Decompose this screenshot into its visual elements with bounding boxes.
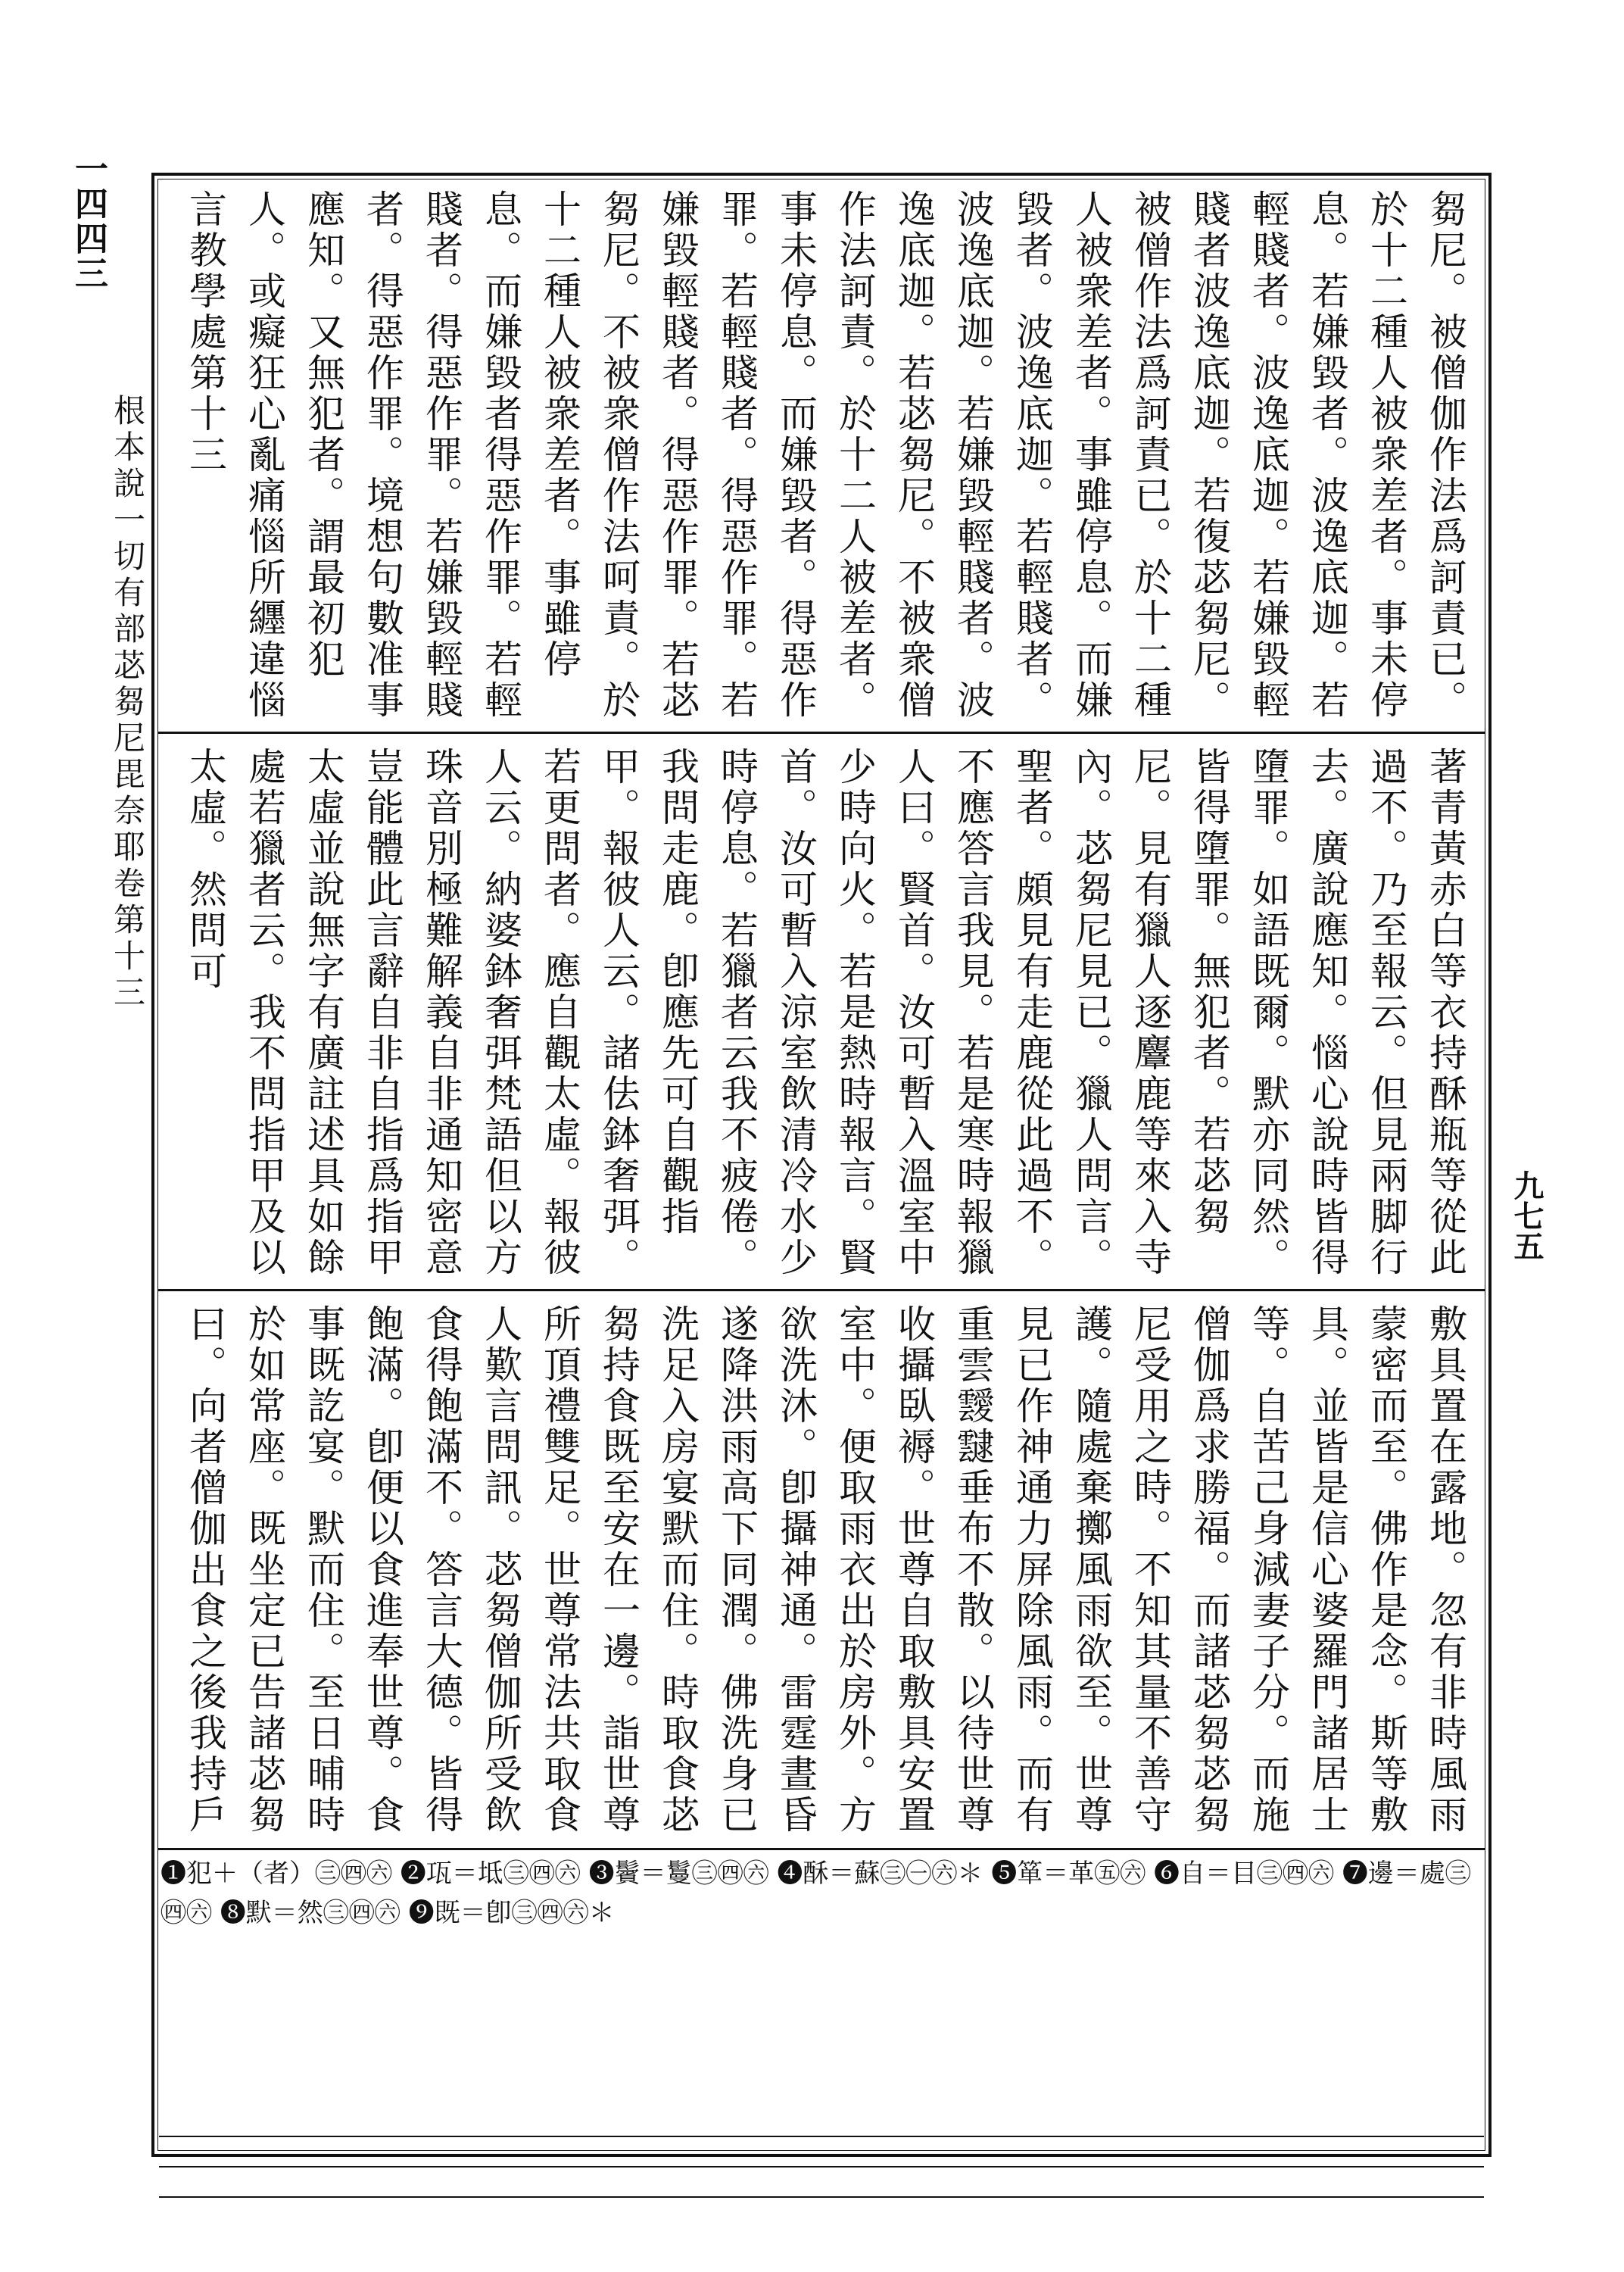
register-top xyxy=(161,179,1482,732)
register-divider xyxy=(157,732,1485,734)
folio-number: 九七五 xyxy=(1509,1170,1545,1261)
footnotes: ❶犯＋（者）㊂㊃㊅ ❷瓨＝坻㊂㊃㊅ ❸鬢＝鬘㊂㊃㊅ ❹酥＝蘇㊂㊀㊅＊ ❺箪＝革㊄㊅ ❻自＝目㊂㊃㊅ ❼邊＝處㊂㊃㊅ ❽默＝然㊂㊃㊅ ❾既＝卽㊂㊃㊅＊ xyxy=(161,1858,1471,1928)
footnote-divider xyxy=(157,1848,1485,1850)
register-top-text: 芻尼。被僧伽作法爲訶責已。於十二種人被衆差者。事未停息。若嫌毀者。波逸底迦。若輕賤者。波逸底迦。若嫌毀輕賤者波逸底迦。若復苾芻尼。被僧作法爲訶責已。於十二種人被衆差者。事雖停息。而嫌毀者。波逸底迦。若輕賤者。波逸底迦。若嫌毀輕賤者。波逸底迦。若苾芻尼。不被衆僧作法訶責。於十二人被差者。事未停息。而嫌毀者。得惡作罪。若輕賤者。得惡作罪。若嫌毀輕賤者。得惡作罪。若苾芻尼。不被衆僧作法呵責。於十二種人被衆差者。事雖停息。而嫌毀者得惡作罪。若輕賤者。得惡作罪。若嫌毀輕賤者。得惡作罪。境想句數准事應知。又無犯者。謂最初犯人。或癡狂心亂痛惱所纒違惱言教學處第十三 xyxy=(183,189,1467,721)
register-middle-text: 著青黃赤白等衣持酥瓶等從此過不。乃至報云。但見兩脚行去。廣說應知。惱心說時皆得墮罪。如語既爾。默亦同然。皆得墮罪。無犯者。若苾芻尼。見有獵人逐麞鹿等來入寺內。苾芻尼見已。獵人問言。聖者。頗見有走鹿從此過不。不應答言我見。若是寒時報獵人曰。賢首。汝可暫入溫室中少時向火。若是熱時報言。賢首。汝可暫入涼室飲清冷水少時停息。若獵者云我不疲倦。我問走鹿。卽應先可自觀指甲。報彼人云。諸佉鉢奢弭。若更問者。應自觀太虛。報彼人云。納婆鉢奢弭梵語但以方珠音別極難解義自非通知密意豈能體此言辭自非自指爲指甲太虛並說無字有廣註述具如餘處若獵者云。我不問指甲及以太虛。然問可 xyxy=(183,747,1467,1278)
register-divider xyxy=(157,1289,1485,1291)
bottom-rule xyxy=(159,2166,1484,2167)
bottom-rule xyxy=(159,2136,1484,2137)
bottom-rule xyxy=(159,2196,1484,2198)
running-title: 根本說一切有部苾芻尼毘奈耶卷第十三 xyxy=(109,394,146,1012)
page-number: 一四四三 xyxy=(69,151,108,291)
register-middle xyxy=(161,736,1482,1289)
register-bottom xyxy=(161,1294,1482,1848)
register-bottom-text: 敷具置在露地。忽有非時風雨蒙密而至。佛作是念。斯等敷具。並皆是信心婆羅門諸居士等。自苦己身減妻子分。而施僧伽爲求勝福。而諸苾芻苾芻尼受用之時。不知其量不善守護。隨處棄擲風雨欲至。世尊見已作神通力屏除風雨。而有重雲靉靆垂布不散。以待世尊收攝臥褥。世尊自取敷具安置室中。便取雨衣出於房外。方欲洗沐。卽攝神通。雷霆晝昏遂降洪雨高下同潤。佛洗身已洗足入房宴默而住。時取食苾芻持食既至安在一邊。詣世尊所頂禮雙足。世尊常法共取食人歎言問訊。苾芻僧伽所受飲食得飽滿不。答言大德。皆得飽滿。卽便以食進奉世尊。食事既訖宴。默而住。至日晡時於如常座。既坐定已告諸苾芻曰。向者僧伽出食之後我持戶 xyxy=(183,1304,1467,1836)
